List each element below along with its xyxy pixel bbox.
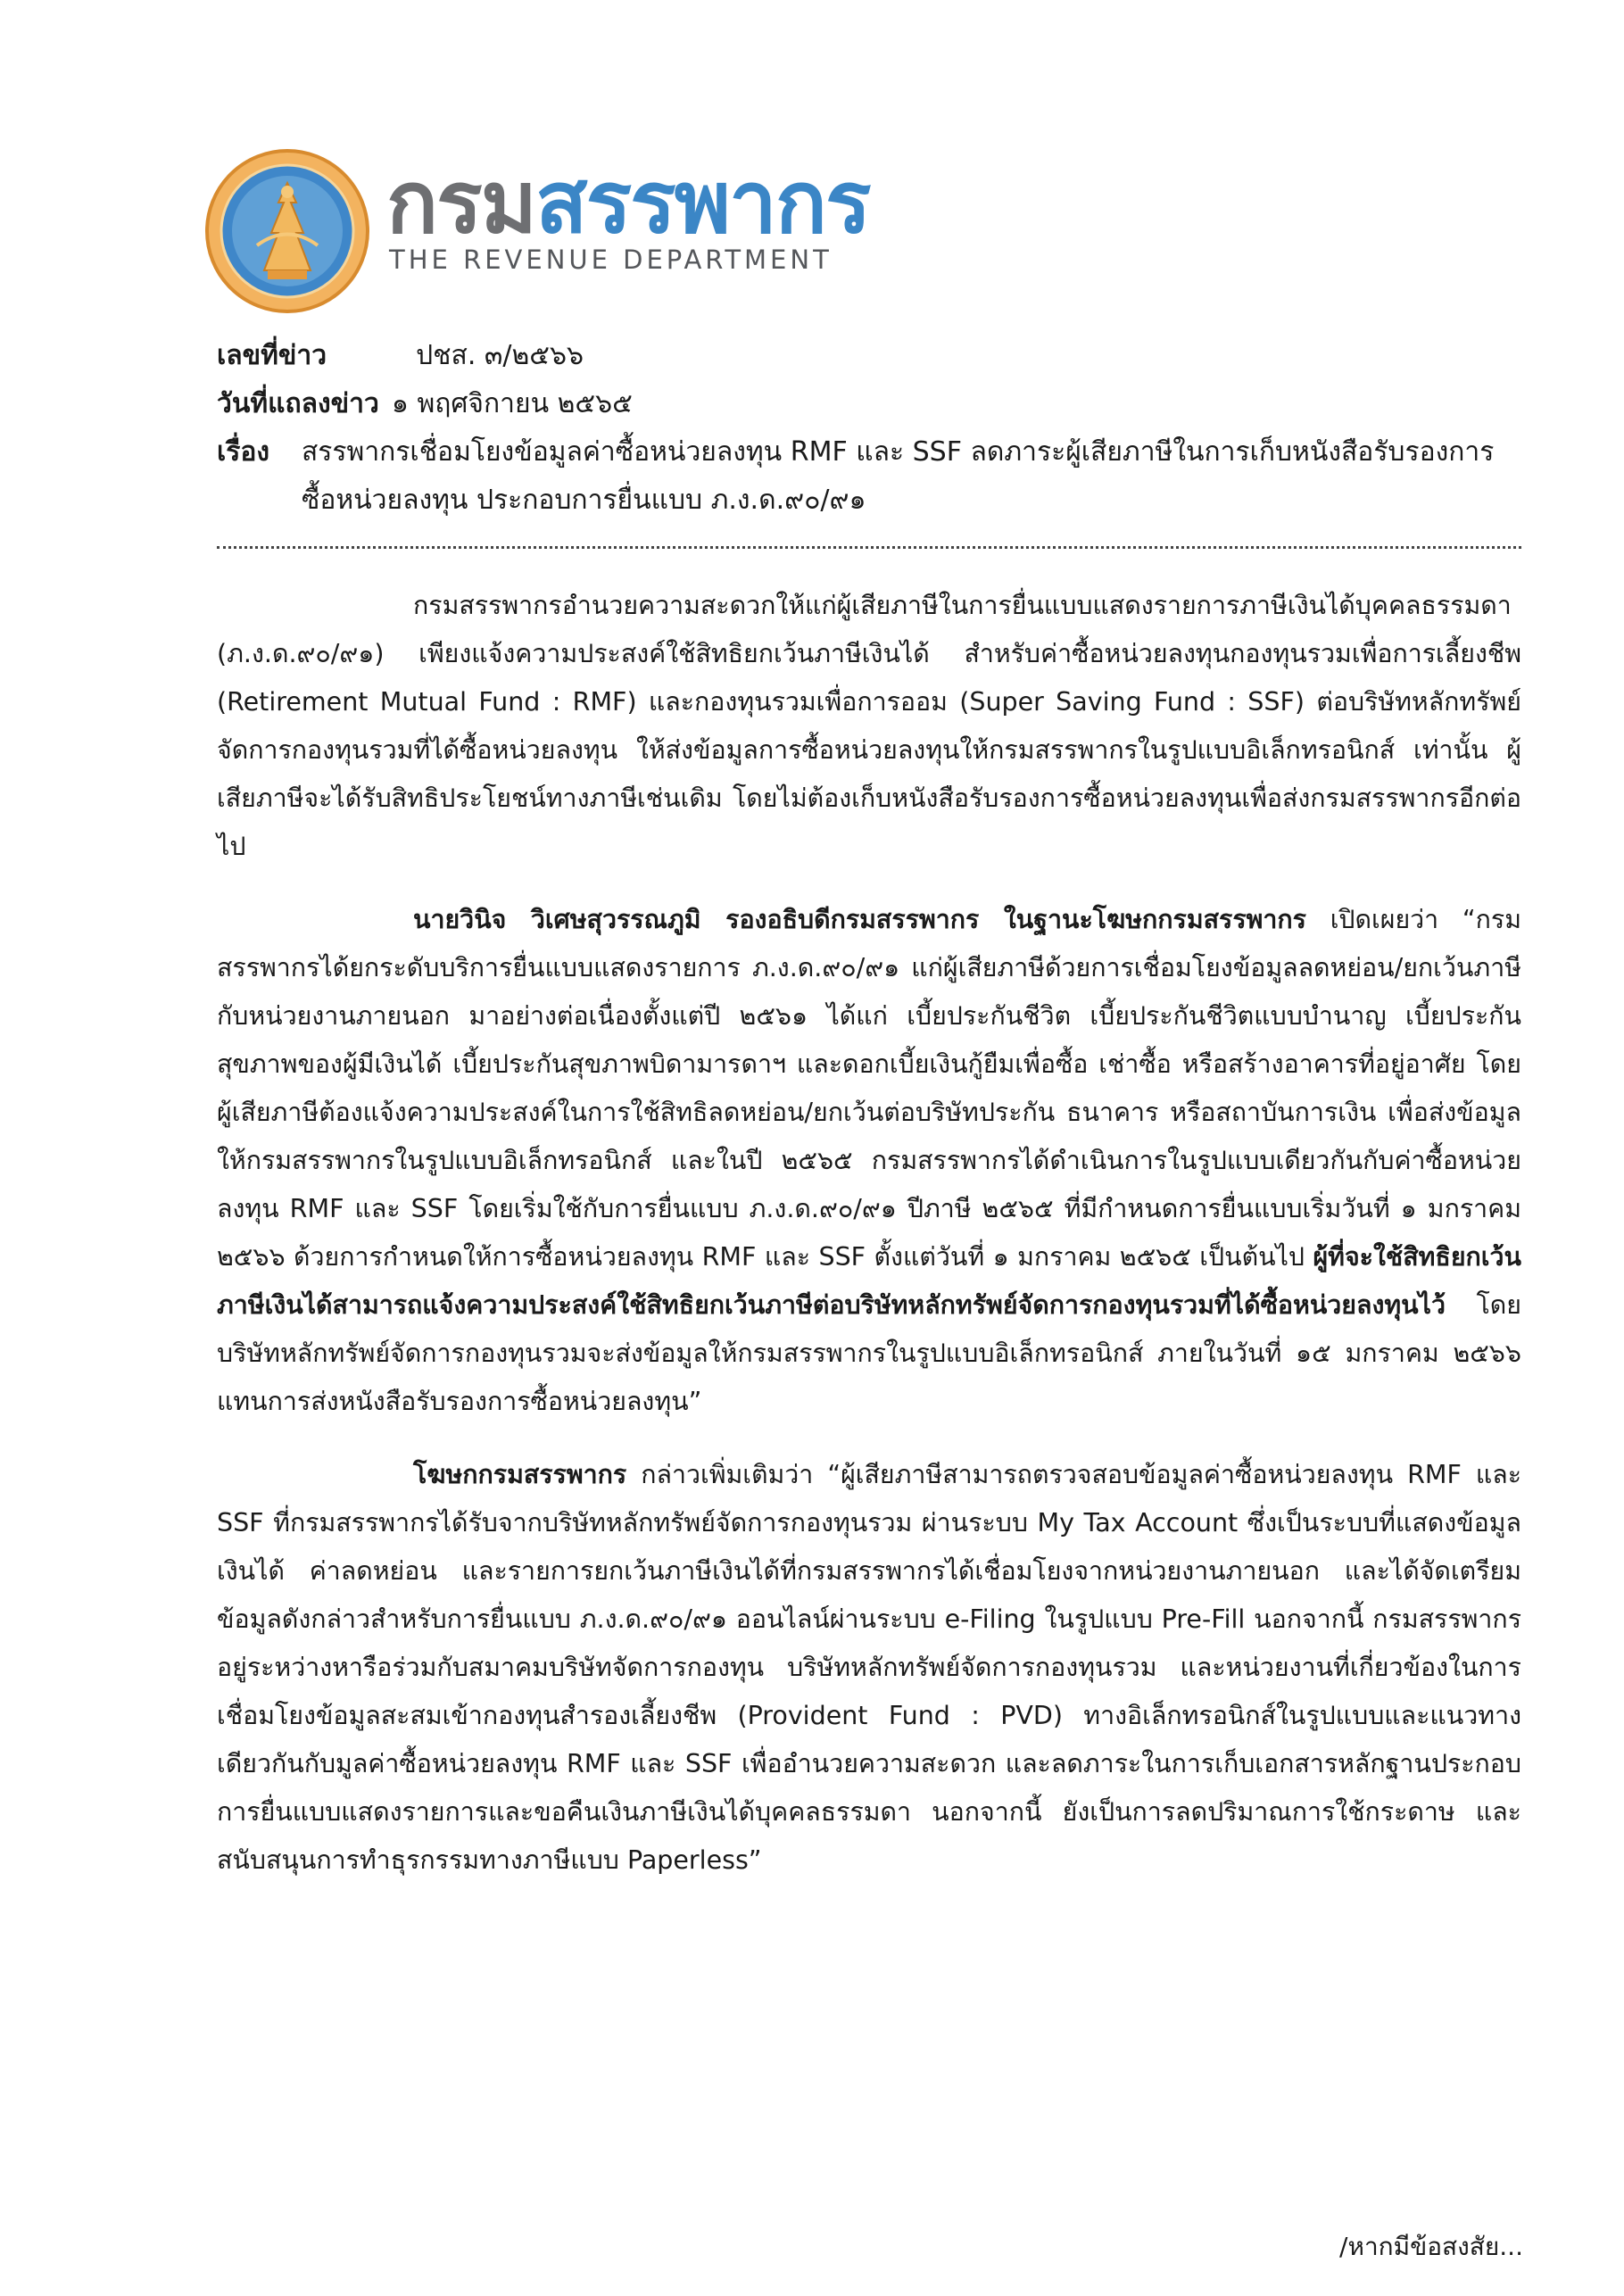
logo-wordmark-thai: กรมสรรพากร [386,153,870,253]
paragraph-2 [217,896,1521,1426]
subject-label: เรื่อง [217,436,270,468]
paragraph-2-emphasis: ผู้ที่จะใช้สิทธิยกเว้นภาษีเงินได้สามารถแจ้งความประสงค์ใช้สิทธิยกเว้นภาษีต่อบริษัทหลักทรัพย์จัดการกองทุนรวมที่ได้ซื้อหน่วยลงทุนไว้ [217,1242,1521,1320]
subject-row [217,428,1520,525]
release-date-value: ๑ พฤศจิกายน ๒๕๖๕ [391,388,633,419]
press-release-body [217,582,1521,1910]
news-number-label: เลขที่ข่าว [217,340,327,371]
release-date-label: วันที่แถลงข่าว [217,388,379,419]
subject-value: สรรพากรเชื่อมโยงข้อมูลค่าซื้อหน่วยลงทุน RMF และ SSF ลดภาระผู้เสียภาษีในการเก็บหนังสือรับรองการซื้อหน่วยลงทุน ประกอบการยื่นแบบ ภ.ง.ด.๙๐/๙๑ [302,436,1495,516]
revenue-department-logo [203,147,917,308]
release-date-row [217,380,1520,428]
revenue-department-seal-icon [203,147,371,315]
spokesperson-name: นายวินิจ วิเศษสุวรรณภูมิ รองอธิบดีกรมสรรพากร ในฐานะโฆษกกรมสรรพากร [413,905,1306,934]
paragraph-2-text: เปิดเผยว่า “กรมสรรพากรได้ยกระดับบริการยื่นแบบแสดงรายการ ภ.ง.ด.๙๐/๙๑ แก่ผู้เสียภาษีด้วยการเชื่อมโยงข้อมูลลดหย่อน/ยกเว้นภาษีกับหน่วยงานภายนอก มาอย่างต่อเนื่องตั้งแต่ปี ๒๕๖๑ ได้แก่ เบี้ยประกันชีวิต เบี้ยประกันชีวิตแบบบำนาญ เบี้ยประกันสุขภาพของผู้มีเงินได้ เบี้ยประกันสุขภาพบิดามารดาฯ และดอกเบี้ยเงินกู้ยืมเพื่อซื้อ เช่าซื้อ หรือสร้างอาคารที่อยู่อาศัย โดยผู้เสียภาษีต้องแจ้งความประสงค์ในการใช้สิทธิลดหย่อน/ยกเว้นต่อบริษัทประกัน ธนาคาร หรือสถาบันการเงิน เพื่อส่งข้อมูลให้กรมสรรพากรในรูปแบบอิเล็กทรอนิกส์ และในปี ๒๕๖๕ กรมสรรพากรได้ดำเนินการในรูปแบบเดียวกันกับค่าซื้อหน่วยลงทุน RMF และ SSF โดยเริ่มใช้กับการยื่นแบบ ภ.ง.ด.๙๐/๙๑ ปีภาษี ๒๕๖๕ ที่มีกำหนดการยื่นแบบเริ่มวันที่ ๑ มกราคม ๒๕๖๖ ด้วยการกำหนดให้การซื้อหน่วยลงทุน RMF และ SSF ตั้งแต่วันที่ ๑ มกราคม ๒๕๖๕ เป็นต้นไป [217,905,1521,1272]
dotted-divider [217,546,1521,549]
paragraph-3 [217,1451,1521,1885]
press-release-meta [217,332,1520,525]
paragraph-3-text: กล่าวเพิ่มเติมว่า “ผู้เสียภาษีสามารถตรวจสอบข้อมูลค่าซื้อหน่วยลงทุน RMF และ SSF ที่กรมสรรพากรได้รับจากบริษัทหลักทรัพย์จัดการกองทุนรวม ผ่านระบบ My Tax Account ซึ่งเป็นระบบที่แสดงข้อมูลเงินได้ ค่าลดหย่อน และรายการยกเว้นภาษีเงินได้ที่กรมสรรพากรได้เชื่อมโยงจากหน่วยงานภายนอก และได้จัดเตรียมข้อมูลดังกล่าวสำหรับการยื่นแบบ ภ.ง.ด.๙๐/๙๑ ออนไลน์ผ่านระบบ e-Filing ในรูปแบบ Pre-Fill นอกจากนี้ กรมสรรพากรอยู่ระหว่างหารือร่วมกับสมาคมบริษัทจัดการกองทุน บริษัทหลักทรัพย์จัดการกองทุนรวม และหน่วยงานที่เกี่ยวข้องในการเชื่อมโยงข้อมูลสะสมเข้ากองทุนสำรองเลี้ยงชีพ (Provident Fund : PVD) ทางอิเล็กทรอนิกส์ในรูปแบบและแนวทางเดียวกันกับมูลค่าซื้อหน่วยลงทุน RMF และ SSF เพื่ออำนวยความสะดวก และลดภาระในการเก็บเอกสารหลักฐานประกอบการยื่นแบบแสดงรายการและขอคืนเงินภาษีเงินได้บุคคลธรรมดา นอกจากนี้ ยังเป็นการลดปริมาณการใช้กระดาษ และสนับสนุนการทำธุรกรรมทางภาษีแบบ Paperless” [217,1460,1521,1875]
continued-note: /หากมีข้อสงสัย... [1339,2232,1523,2261]
news-number-value: ปชส. ๓/๒๕๖๖ [416,340,584,371]
paragraph-2-tail: โดยบริษัทหลักทรัพย์จัดการกองทุนรวมจะส่งข้อมูลให้กรมสรรพากรในรูปแบบอิเล็กทรอนิกส์ ภายในวันที่ ๑๕ มกราคม ๒๕๖๖ แทนการส่งหนังสือรับรองการซื้อหน่วยลงทุน” [217,1290,1521,1416]
paragraph-1: กรมสรรพากรอำนวยความสะดวกให้แก่ผู้เสียภาษีในการยื่นแบบแสดงรายการภาษีเงินได้บุคคลธรรมดา (ภ.ง.ด.๙๐/๙๑) เพียงแจ้งความประสงค์ใช้สิทธิยกเว้นภาษีเงินได้ สำหรับค่าซื้อหน่วยลงทุนกองทุนรวมเพื่อการเลี้ยงชีพ (Retirement Mutual Fund : RMF) และกองทุนรวมเพื่อการออม (Super Saving Fund : SSF) ต่อบริษัทหลักทรัพย์จัดการกองทุนรวมที่ได้ซื้อหน่วยลงทุน ให้ส่งข้อมูลการซื้อหน่วยลงทุนให้กรมสรรพากรในรูปแบบอิเล็กทรอนิกส์ เท่านั้น ผู้เสียภาษีจะได้รับสิทธิประโยชน์ทางภาษีเช่นเดิม โดยไม่ต้องเก็บหนังสือรับรองการซื้อหน่วยลงทุนเพื่อส่งกรมสรรพากรอีกต่อไป [217,591,1521,861]
news-number-row [217,332,1520,380]
logo-wordmark-english: THE REVENUE DEPARTMENT [389,245,833,275]
spokesperson-title: โฆษกกรมสรรพากร [413,1460,627,1489]
